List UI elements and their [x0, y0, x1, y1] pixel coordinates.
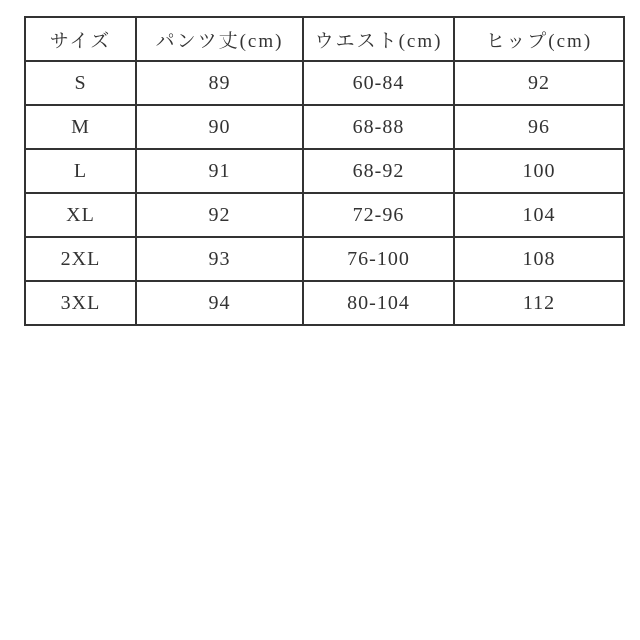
- cell-size: 2XL: [25, 237, 136, 281]
- cell-pants-length: 93: [136, 237, 303, 281]
- cell-hip: 108: [454, 237, 624, 281]
- table-row-xl: [25, 193, 624, 237]
- column-header-waist: ウエスト(cm): [303, 17, 454, 61]
- table-row-m: [25, 105, 624, 149]
- size-chart-table: [24, 16, 625, 326]
- cell-waist: 76-100: [303, 237, 454, 281]
- cell-waist: 72-96: [303, 193, 454, 237]
- cell-waist: 68-88: [303, 105, 454, 149]
- cell-waist: 80-104: [303, 281, 454, 325]
- cell-pants-length: 91: [136, 149, 303, 193]
- cell-size: 3XL: [25, 281, 136, 325]
- cell-hip: 112: [454, 281, 624, 325]
- cell-size: M: [25, 105, 136, 149]
- cell-hip: 100: [454, 149, 624, 193]
- cell-pants-length: 89: [136, 61, 303, 105]
- table-row-2xl: [25, 237, 624, 281]
- cell-pants-length: 94: [136, 281, 303, 325]
- table-row-l: [25, 149, 624, 193]
- cell-hip: 104: [454, 193, 624, 237]
- cell-pants-length: 90: [136, 105, 303, 149]
- column-header-hip: ヒップ(cm): [454, 17, 624, 61]
- column-header-size: サイズ: [25, 17, 136, 61]
- cell-size: L: [25, 149, 136, 193]
- cell-size: XL: [25, 193, 136, 237]
- cell-waist: 60-84: [303, 61, 454, 105]
- cell-size: S: [25, 61, 136, 105]
- header-row: [25, 17, 624, 61]
- cell-hip: 92: [454, 61, 624, 105]
- cell-hip: 96: [454, 105, 624, 149]
- table-row-3xl: [25, 281, 624, 325]
- cell-pants-length: 92: [136, 193, 303, 237]
- table-row-s: [25, 61, 624, 105]
- column-header-pants-length: パンツ丈(cm): [136, 17, 303, 61]
- cell-waist: 68-92: [303, 149, 454, 193]
